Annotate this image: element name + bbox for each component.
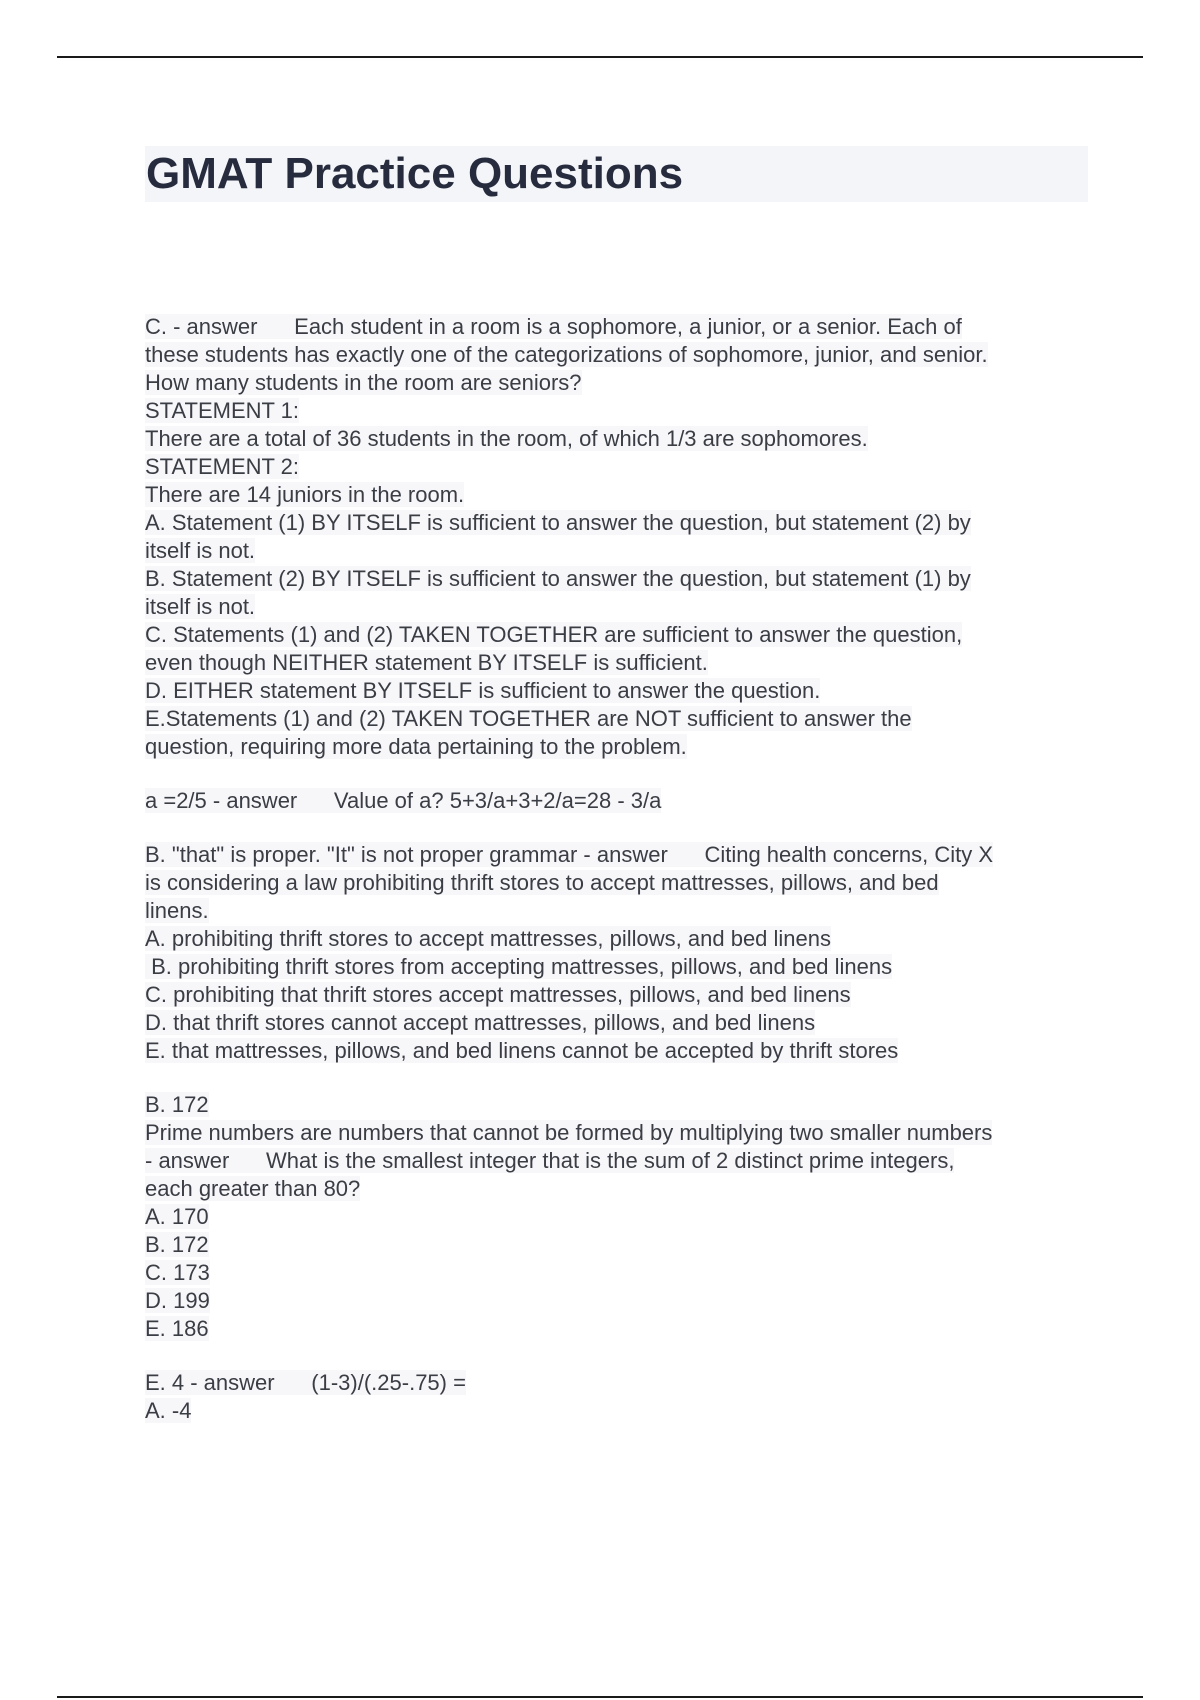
text-line: itself is not.	[145, 538, 256, 563]
text-line: B. 172	[145, 1232, 209, 1257]
bottom-rule	[57, 1696, 1143, 1698]
text-line: There are a total of 36 students in the room, of which 1/3 are sophomores.	[145, 426, 868, 451]
text-line: - answer What is the smallest integer that is the sum of 2 distinct prime integers,	[145, 1148, 955, 1173]
text-line: STATEMENT 2:	[145, 454, 300, 479]
text-line: E. that mattresses, pillows, and bed linens cannot be accepted by thrift stores	[145, 1038, 899, 1063]
text-line: A. -4	[145, 1398, 192, 1423]
text-line: How many students in the room are seniors?	[145, 370, 582, 395]
text-line: B. 172	[145, 1092, 209, 1117]
text-line: E. 4 - answer (1-3)/(.25-.75) =	[145, 1370, 466, 1395]
question-block-1	[145, 313, 1085, 761]
text-line: B. Statement (2) BY ITSELF is sufficient to answer the question, but statement (1) by	[145, 566, 971, 591]
text-line: is considering a law prohibiting thrift stores to accept mattresses, pillows, and bed	[145, 870, 939, 895]
question-block-2	[145, 787, 1085, 815]
text-line: E. 186	[145, 1316, 209, 1341]
document-body	[145, 313, 1085, 1425]
text-line: Prime numbers are numbers that cannot be formed by multiplying two smaller numbers	[145, 1120, 993, 1145]
question-block-3	[145, 841, 1085, 1065]
text-line: B. "that" is proper. "It" is not proper grammar - answer Citing health concerns, City X	[145, 842, 994, 867]
text-line: C. prohibiting that thrift stores accept mattresses, pillows, and bed linens	[145, 982, 851, 1007]
text-line: linens.	[145, 898, 209, 923]
text-line: question, requiring more data pertaining to the problem.	[145, 734, 687, 759]
text-line: A. Statement (1) BY ITSELF is sufficient to answer the question, but statement (2) by	[145, 510, 971, 535]
text-line: even though NEITHER statement BY ITSELF is sufficient.	[145, 650, 708, 675]
text-line: itself is not.	[145, 594, 256, 619]
text-line: D. EITHER statement BY ITSELF is sufficient to answer the question.	[145, 678, 821, 703]
top-rule	[57, 56, 1143, 58]
question-block-5	[145, 1369, 1085, 1425]
text-line: C. 173	[145, 1260, 210, 1285]
question-block-4	[145, 1091, 1085, 1343]
text-line: a =2/5 - answer Value of a? 5+3/a+3+2/a=28 - 3/a	[145, 788, 662, 813]
text-line: B. prohibiting thrift stores from accepting mattresses, pillows, and bed linens	[145, 954, 893, 979]
text-line: E.Statements (1) and (2) TAKEN TOGETHER are NOT sufficient to answer the	[145, 706, 912, 731]
text-line: A. prohibiting thrift stores to accept mattresses, pillows, and bed linens	[145, 926, 832, 951]
text-line: these students has exactly one of the categorizations of sophomore, junior, and senior.	[145, 342, 988, 367]
text-line: STATEMENT 1:	[145, 398, 300, 423]
text-line: C. Statements (1) and (2) TAKEN TOGETHER are sufficient to answer the question,	[145, 622, 963, 647]
text-line: C. - answer Each student in a room is a sophomore, a junior, or a senior. Each of	[145, 314, 962, 339]
text-line: D. 199	[145, 1288, 210, 1313]
page-title: GMAT Practice Questions	[146, 149, 684, 198]
text-line: A. 170	[145, 1204, 209, 1229]
text-line: There are 14 juniors in the room.	[145, 482, 465, 507]
text-line: each greater than 80?	[145, 1176, 361, 1201]
text-line: D. that thrift stores cannot accept mattresses, pillows, and bed linens	[145, 1010, 816, 1035]
